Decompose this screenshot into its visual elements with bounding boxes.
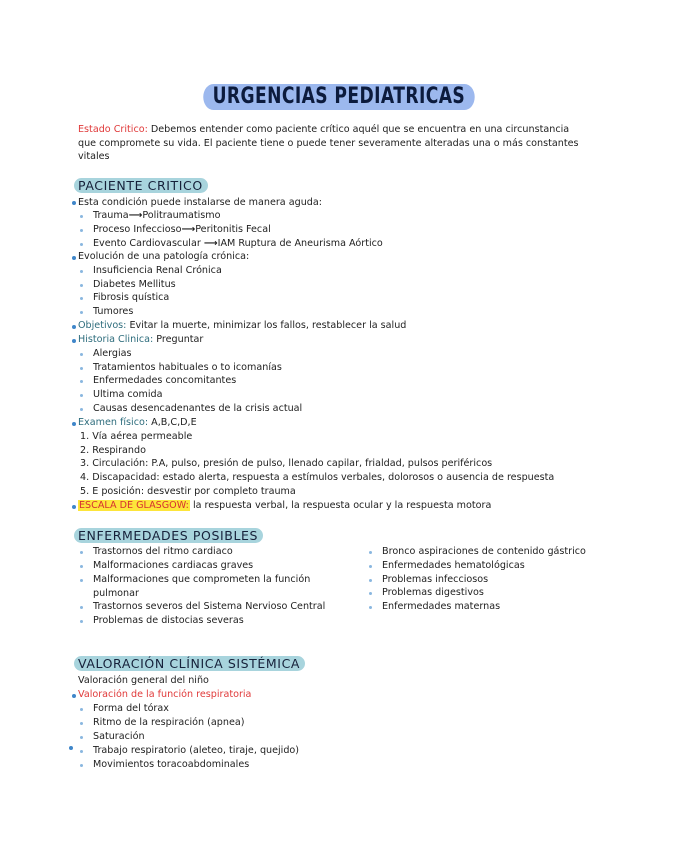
sub-bullet-icon — [80, 380, 83, 383]
sub-bullet-icon — [80, 353, 83, 356]
resp-item: Trabajo respiratorio (aleteo, tiraje, quejido) — [93, 745, 300, 756]
historia-item: Tratamientos habituales o to icomanías — [93, 362, 282, 373]
intro-line-3: vitales — [78, 151, 110, 163]
chronic-item: Insuficiencia Renal Crónica — [93, 265, 222, 276]
left-disease-item: Trastornos del ritmo cardiaco — [93, 546, 233, 557]
resp-item: Ritmo de la respiración (apnea) — [93, 717, 245, 728]
examen-item: 2. Respirando — [80, 445, 146, 456]
acute-item: Evento Cardiovascular ⟶IAM Ruptura de Aneurisma Aórtico — [93, 238, 383, 249]
examen-item: 5. E posición: desvestir por completo trauma — [80, 486, 296, 497]
page-title: URGENCIAS PEDIATRICAS — [203, 84, 474, 110]
arrow-icon: ⟶ — [203, 238, 218, 249]
arrow-icon: ⟶ — [128, 210, 143, 221]
sub-bullet-icon — [80, 311, 83, 314]
right-disease-item: Bronco aspiraciones de contenido gástrico — [382, 546, 586, 557]
resp-item: Movimientos toracoabdominales — [93, 759, 250, 770]
sub-bullet-icon — [80, 367, 83, 370]
bullet-icon — [72, 325, 76, 329]
resp-item: Forma del tórax — [93, 703, 169, 714]
historia-item: Ultima comida — [93, 389, 163, 400]
sub-bullet-icon — [80, 243, 83, 246]
left-disease-item: pulmonar — [93, 588, 139, 599]
sub-bullet-icon — [80, 215, 83, 218]
chronic-item: Diabetes Mellitus — [93, 279, 176, 290]
acute-item: Trauma⟶Politraumatismo — [93, 210, 221, 221]
glasgow-line: ESCALA DE GLASGOW: la respuesta verbal, la respuesta ocular y la respuesta motora — [79, 500, 492, 511]
intro-line-1: Debemos entender como paciente crítico aquél que se encuentra en una circunstancia — [150, 124, 570, 135]
bullet-icon — [72, 422, 76, 426]
sub-bullet-icon — [80, 551, 83, 554]
intro-label: Estado Critico: — [78, 124, 148, 135]
sub-bullet-icon — [80, 606, 83, 609]
right-disease-item: Problemas infecciosos — [382, 574, 489, 585]
examen-item: 1. Vía aérea permeable — [80, 431, 193, 442]
valoracion-subtitle: Valoración general del niño — [78, 675, 209, 686]
sub-bullet-icon — [80, 620, 83, 623]
sub-bullet-icon — [369, 565, 372, 568]
title-container — [0, 84, 677, 110]
sub-bullet-icon — [369, 579, 372, 582]
sub-bullet-icon — [80, 579, 83, 582]
sub-bullet-icon — [369, 551, 372, 554]
examen-item: 4. Discapacidad: estado alerta, respuesta a estímulos verbales, dolorosos o ausencia de respuesta — [80, 472, 555, 483]
section-heading-valoracion-clinica: VALORACIÓN CLÍNICA SISTÉMICA — [74, 656, 305, 671]
bullet-icon — [72, 505, 76, 509]
sub-bullet-icon — [80, 764, 83, 767]
sub-bullet-icon — [80, 408, 83, 411]
sub-bullet-icon — [80, 229, 83, 232]
sub-bullet-icon — [80, 297, 83, 300]
sub-bullet-icon — [80, 270, 83, 273]
objetivos-line: Objetivos: Evitar la muerte, minimizar los fallos, restablecer la salud — [78, 320, 407, 331]
sub-bullet-icon — [80, 750, 83, 753]
resp-label: Valoración de la función respiratoria — [78, 689, 252, 700]
right-disease-item: Problemas digestivos — [382, 587, 484, 598]
left-disease-item: Malformaciones cardiacas graves — [93, 560, 254, 571]
sub-bullet-icon — [80, 284, 83, 287]
right-disease-item: Enfermedades hematológicas — [382, 560, 525, 571]
sub-bullet-icon — [369, 606, 372, 609]
left-disease-item: Problemas de distocias severas — [93, 615, 244, 626]
intro-line-2: que compromete su vida. El paciente tiene o puede tener severamente alteradas una o más constantes — [78, 137, 579, 149]
examen-line: Examen físico: A,B,C,D,E — [78, 417, 197, 428]
left-disease-item: Malformaciones que comprometen la función — [93, 574, 311, 585]
historia-item: Enfermedades concomitantes — [93, 375, 237, 386]
acute-line: Esta condición puede instalarse de manera aguda: — [78, 197, 322, 208]
arrow-icon: ⟶ — [181, 224, 196, 235]
intro-paragraph — [78, 123, 579, 164]
section-heading-enfermedades-posibles: ENFERMEDADES POSIBLES — [74, 528, 263, 543]
right-disease-item: Enfermedades maternas — [382, 601, 501, 612]
historia-item: Causas desencadenantes de la crisis actual — [93, 403, 303, 414]
bullet-icon — [72, 694, 76, 698]
resp-item: Saturación — [93, 731, 145, 742]
sub-bullet-icon — [80, 722, 83, 725]
sub-bullet-icon — [80, 736, 83, 739]
chronic-item: Fibrosis quística — [93, 292, 170, 303]
historia-line: Historia Clinica: Preguntar — [78, 334, 204, 345]
sub-bullet-icon — [369, 592, 372, 595]
chronic-item: Tumores — [93, 306, 134, 317]
left-disease-item: Trastornos severos del Sistema Nervioso Central — [93, 601, 326, 612]
acute-item: Proceso Infeccioso⟶Peritonitis Fecal — [93, 224, 271, 235]
bullet-icon — [69, 746, 73, 750]
sub-bullet-icon — [80, 394, 83, 397]
sub-bullet-icon — [80, 565, 83, 568]
bullet-icon — [72, 339, 76, 343]
chronic-line: Evolución de una patología crónica: — [78, 251, 250, 262]
bullet-icon — [72, 256, 76, 260]
historia-item: Alergias — [93, 348, 132, 359]
sub-bullet-icon — [80, 708, 83, 711]
examen-item: 3. Circulación: P.A, pulso, presión de pulso, llenado capilar, frialdad, pulsos periféricos — [80, 458, 493, 469]
bullet-icon — [72, 201, 76, 205]
section-heading-paciente-critico: PACIENTE CRITICO — [74, 178, 208, 193]
